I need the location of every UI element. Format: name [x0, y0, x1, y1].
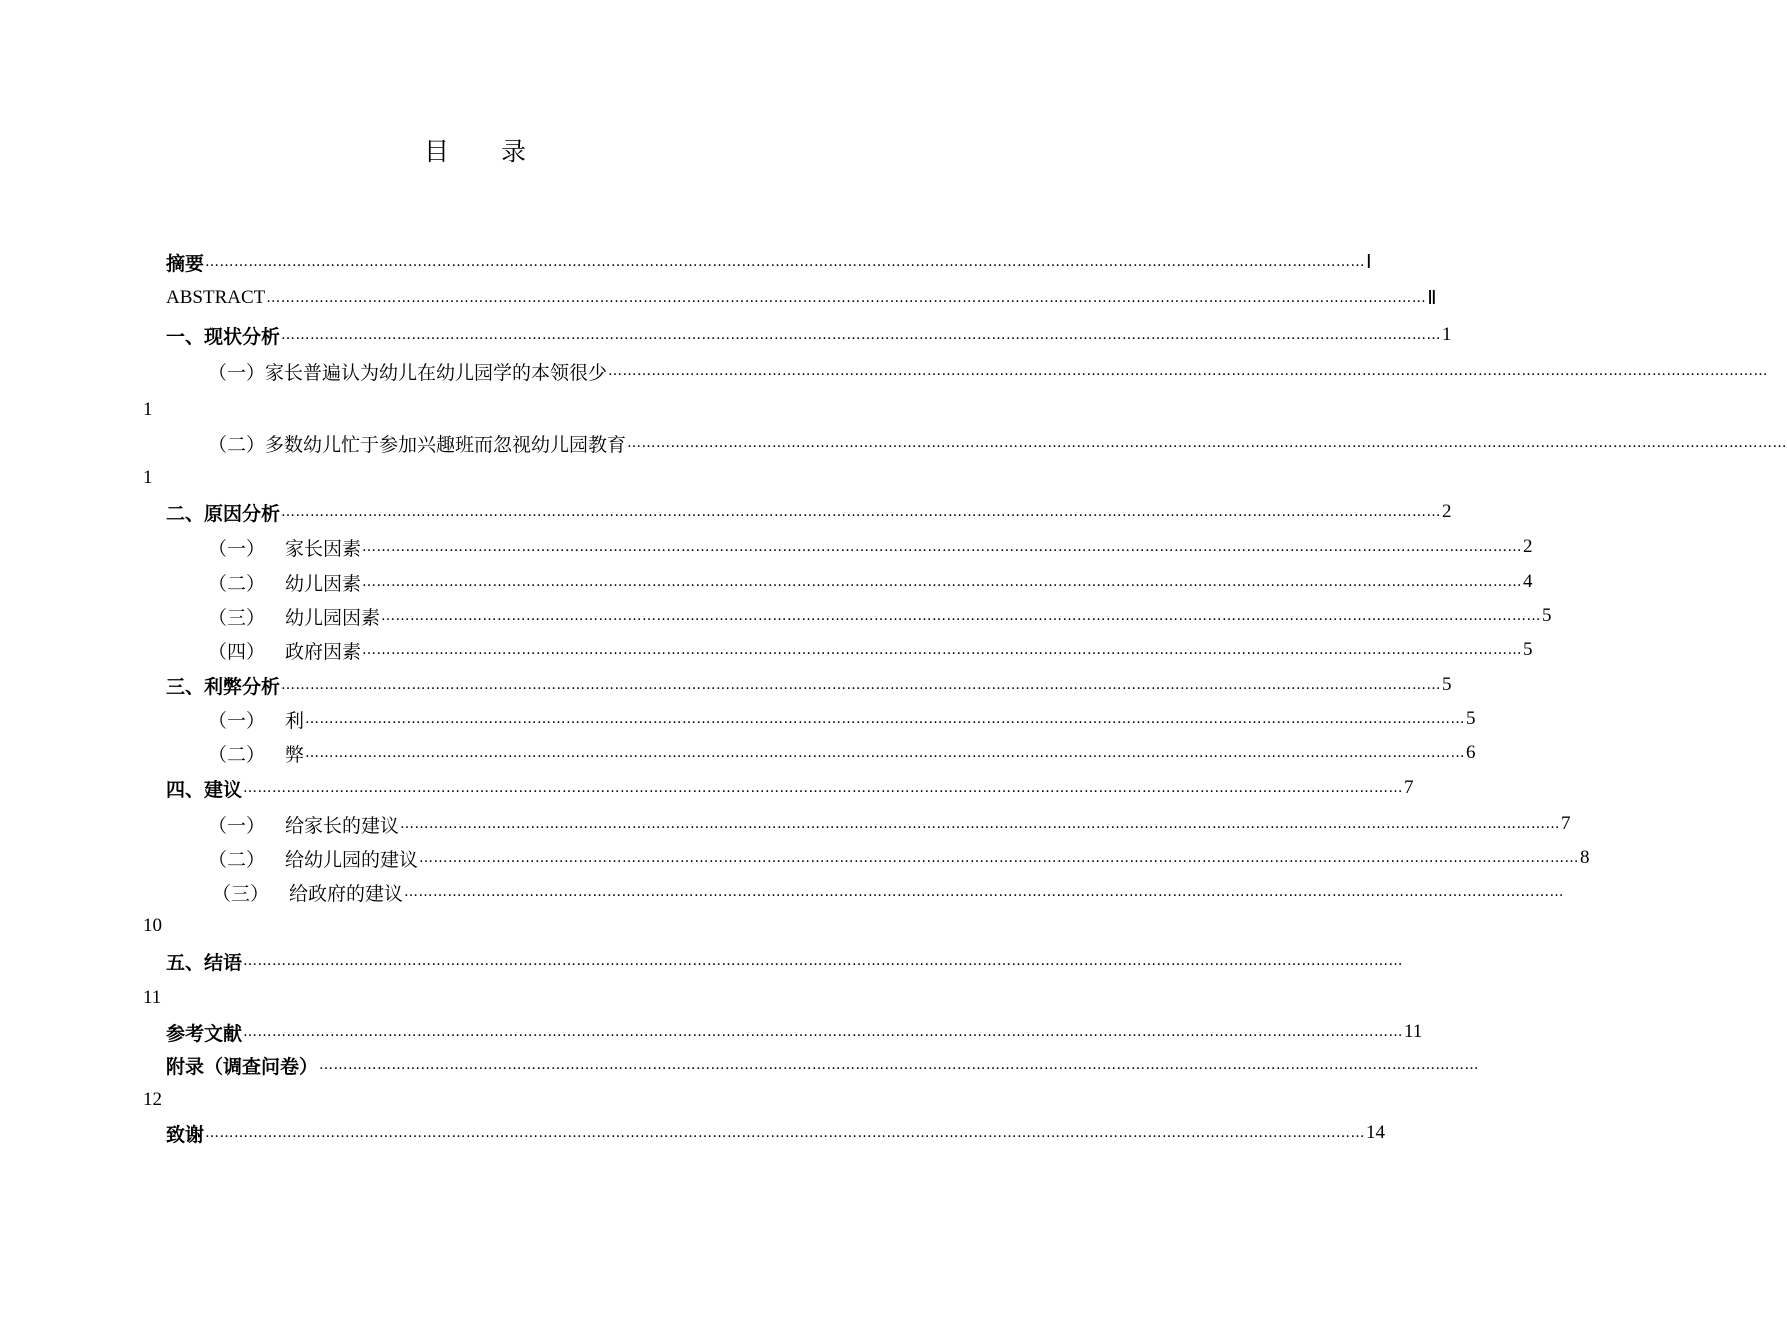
toc-label-text: 多数幼儿忙于参加兴趣班而忽视幼儿园教育 — [265, 433, 627, 456]
toc-page: 11 — [1404, 1021, 1423, 1042]
toc-page: 11 — [143, 987, 162, 1008]
leader-dots: …………………………………………………………………………………………………………………………………………………………………………………………………………………… — [419, 850, 1580, 866]
toc-entry[interactable] — [166, 1017, 1423, 1047]
toc-entry[interactable] — [166, 320, 1452, 350]
leader-dots: …………………………………………………………………………………………………………………………………………………………………………………………………………………… — [381, 608, 1542, 624]
toc-entry[interactable] — [166, 773, 1414, 803]
toc-label — [208, 845, 418, 872]
toc-entry[interactable] — [208, 428, 1787, 458]
leader-dots: …………………………………………………………………………………………………………………………………………………………………………………………………………………… — [608, 363, 1769, 379]
leader-dots: …………………………………………………………………………………………………………………………………………………………………………………………………………………… — [362, 539, 1523, 555]
toc-number: （一） — [208, 709, 266, 732]
toc-label — [208, 430, 626, 457]
toc-entry[interactable] — [208, 532, 1533, 562]
toc-entry[interactable] — [212, 877, 1565, 907]
toc-page: 6 — [1466, 742, 1476, 763]
leader-dots: …………………………………………………………………………………………………………………………………………………………………………………………………………………… — [266, 290, 1427, 306]
toc-page: 1 — [1442, 324, 1452, 345]
toc-page: 10 — [143, 915, 162, 936]
leader-dots: …………………………………………………………………………………………………………………………………………………………………………………………………………………… — [404, 884, 1565, 900]
toc-entry[interactable] — [166, 283, 1437, 313]
toc-page: 5 — [1442, 674, 1452, 695]
toc-label-text: 政府因素 — [285, 640, 362, 663]
toc-number: （一） — [208, 361, 266, 384]
toc-number: （二） — [208, 848, 266, 871]
toc-page: 5 — [1542, 605, 1552, 626]
toc-page: 14 — [1366, 1122, 1386, 1143]
toc-label: 二、原因分析 — [166, 502, 281, 525]
toc-label — [212, 879, 403, 906]
toc-entry[interactable] — [208, 356, 1769, 386]
toc-entry[interactable] — [166, 497, 1452, 527]
toc-label — [208, 706, 304, 733]
toc-page: 7 — [1404, 777, 1414, 798]
toc-number: （三） — [212, 882, 270, 905]
leader-dots: …………………………………………………………………………………………………………………………………………………………………………………………………………………… — [400, 816, 1561, 832]
toc-label-text: 给家长的建议 — [285, 814, 400, 837]
toc-label: 三、利弊分析 — [166, 675, 281, 698]
toc-number: （一） — [208, 814, 266, 837]
leader-dots: …………………………………………………………………………………………………………………………………………………………………………………………………………………… — [205, 254, 1366, 270]
page-title: 目 录 — [424, 137, 548, 166]
toc-entry[interactable] — [208, 809, 1571, 839]
toc-entry[interactable] — [208, 704, 1476, 734]
toc-number: （四） — [208, 640, 266, 663]
toc-label: 五、结语 — [166, 951, 243, 974]
toc-label — [208, 534, 361, 561]
toc-label: ABSTRACT — [166, 287, 266, 308]
toc-entry[interactable] — [208, 843, 1590, 873]
toc-label — [208, 740, 304, 767]
toc-entry[interactable] — [166, 1050, 1480, 1080]
toc-page: 5 — [1466, 708, 1476, 729]
toc-entry[interactable] — [208, 738, 1476, 768]
toc-page: 7 — [1561, 813, 1571, 834]
toc-entry[interactable] — [208, 601, 1552, 631]
toc-label-text: 家长因素 — [285, 537, 362, 560]
toc-number: （二） — [208, 433, 266, 456]
leader-dots: …………………………………………………………………………………………………………………………………………………………………………………………………………………… — [281, 327, 1442, 343]
toc-label: 附录（调查问卷） — [166, 1055, 319, 1078]
toc-label-text: 家长普遍认为幼儿在幼儿园学的本领很少 — [265, 361, 608, 384]
toc-label-text: 给政府的建议 — [289, 882, 404, 905]
toc-entry[interactable] — [208, 567, 1533, 597]
toc-page: 1 — [143, 467, 153, 488]
toc-page: 5 — [1523, 639, 1533, 660]
toc-number: （一） — [208, 537, 266, 560]
toc-label-text: 弊 — [285, 743, 305, 766]
toc-page: 12 — [143, 1089, 162, 1110]
toc-label: 参考文献 — [166, 1022, 243, 1045]
leader-dots: …………………………………………………………………………………………………………………………………………………………………………………………………………………… — [205, 1125, 1366, 1141]
toc-entry[interactable] — [208, 635, 1533, 665]
toc-page: 8 — [1580, 847, 1590, 868]
toc-entry[interactable] — [166, 247, 1372, 277]
toc-label — [208, 637, 361, 664]
toc-page: Ⅱ — [1427, 287, 1437, 309]
leader-dots: …………………………………………………………………………………………………………………………………………………………………………………………………………………… — [305, 711, 1466, 727]
toc-entry[interactable] — [166, 946, 1404, 976]
leader-dots: …………………………………………………………………………………………………………………………………………………………………………………………………………………… — [627, 435, 1787, 451]
toc-label: 致谢 — [166, 1123, 205, 1146]
toc-label: 四、建议 — [166, 778, 243, 801]
leader-dots: …………………………………………………………………………………………………………………………………………………………………………………………………………………… — [243, 1024, 1404, 1040]
leader-dots: …………………………………………………………………………………………………………………………………………………………………………………………………………………… — [281, 677, 1442, 693]
toc-page: 4 — [1523, 571, 1533, 592]
toc-number: （三） — [208, 606, 266, 629]
leader-dots: …………………………………………………………………………………………………………………………………………………………………………………………………………………… — [319, 1057, 1480, 1073]
leader-dots: …………………………………………………………………………………………………………………………………………………………………………………………………………………… — [362, 642, 1523, 658]
toc-label-text: 幼儿园因素 — [285, 606, 381, 629]
toc-page: 2 — [1523, 536, 1533, 557]
leader-dots: …………………………………………………………………………………………………………………………………………………………………………………………………………………… — [281, 504, 1442, 520]
toc-page: Ⅰ — [1366, 251, 1372, 273]
toc-entry[interactable] — [166, 1118, 1386, 1148]
toc-page: 2 — [1442, 501, 1452, 522]
toc-label — [208, 569, 361, 596]
toc-label: 一、现状分析 — [166, 325, 281, 348]
toc-entry[interactable] — [166, 670, 1452, 700]
toc-page: 1 — [143, 399, 153, 420]
toc-label-text: 利 — [285, 709, 305, 732]
toc-label-text: 给幼儿园的建议 — [285, 848, 419, 871]
leader-dots: …………………………………………………………………………………………………………………………………………………………………………………………………………………… — [243, 953, 1404, 969]
leader-dots: …………………………………………………………………………………………………………………………………………………………………………………………………………………… — [305, 745, 1466, 761]
toc-number: （二） — [208, 572, 266, 595]
leader-dots: …………………………………………………………………………………………………………………………………………………………………………………………………………………… — [243, 780, 1404, 796]
toc-number: （二） — [208, 743, 266, 766]
toc-label — [208, 358, 607, 385]
toc-label: 摘要 — [166, 252, 205, 275]
toc-label — [208, 811, 399, 838]
leader-dots: …………………………………………………………………………………………………………………………………………………………………………………………………………………… — [362, 574, 1523, 590]
toc-label — [208, 603, 380, 630]
toc-label-text: 幼儿因素 — [285, 572, 362, 595]
